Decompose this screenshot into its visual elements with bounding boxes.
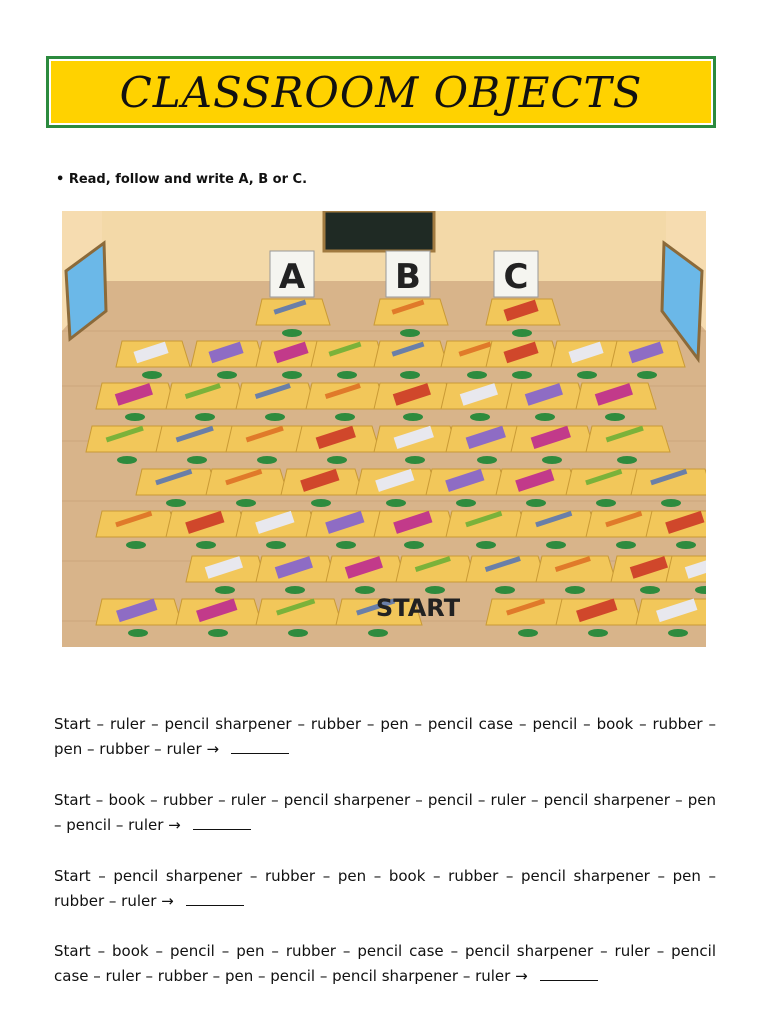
- answer-blank-4[interactable]: [540, 966, 598, 981]
- column-card-b: [386, 251, 430, 297]
- column-card-c: [494, 251, 538, 297]
- exercise-1: [54, 712, 716, 762]
- column-label-a: A: [278, 257, 306, 297]
- start-label: START: [375, 594, 461, 622]
- exercise-3: [54, 864, 716, 914]
- exercise-2-text: Start – book – rubber – ruler – pencil sharpener – pencil – ruler – pencil sharpener – pen – pencil – ruler →: [54, 791, 716, 834]
- exercise-2: [54, 788, 716, 838]
- column-label-c: C: [503, 257, 529, 297]
- classroom-illustration: [62, 211, 706, 647]
- floor: [62, 281, 706, 647]
- answer-blank-2[interactable]: [193, 815, 251, 830]
- exercise-1-text: Start – ruler – pencil sharpener – rubber – pen – pencil case – pencil – book – rubber – pen – rubber – ruler →: [54, 715, 716, 758]
- blackboard: [324, 211, 434, 251]
- classroom-scene-svg: [62, 211, 706, 647]
- column-label-b: B: [395, 257, 421, 297]
- exercise-3-text: Start – pencil sharpener – rubber – pen – book – rubber – pencil sharpener – pen – rubber – ruler →: [54, 867, 716, 910]
- answer-blank-1[interactable]: [231, 739, 289, 754]
- column-card-a: [270, 251, 314, 297]
- title-banner: [46, 56, 716, 128]
- title-banner-inner: [49, 59, 713, 125]
- exercise-4: [54, 939, 716, 989]
- instruction-text: • Read, follow and write A, B or C.: [56, 172, 308, 187]
- page-title: CLASSROOM OBJECTS: [119, 67, 643, 117]
- answer-blank-3[interactable]: [186, 891, 244, 906]
- exercise-4-text: Start – book – pencil – pen – rubber – pencil case – pencil sharpener – ruler – pencil case – ruler – rubber – pen – pencil – pencil sharpener – ruler →: [54, 942, 716, 985]
